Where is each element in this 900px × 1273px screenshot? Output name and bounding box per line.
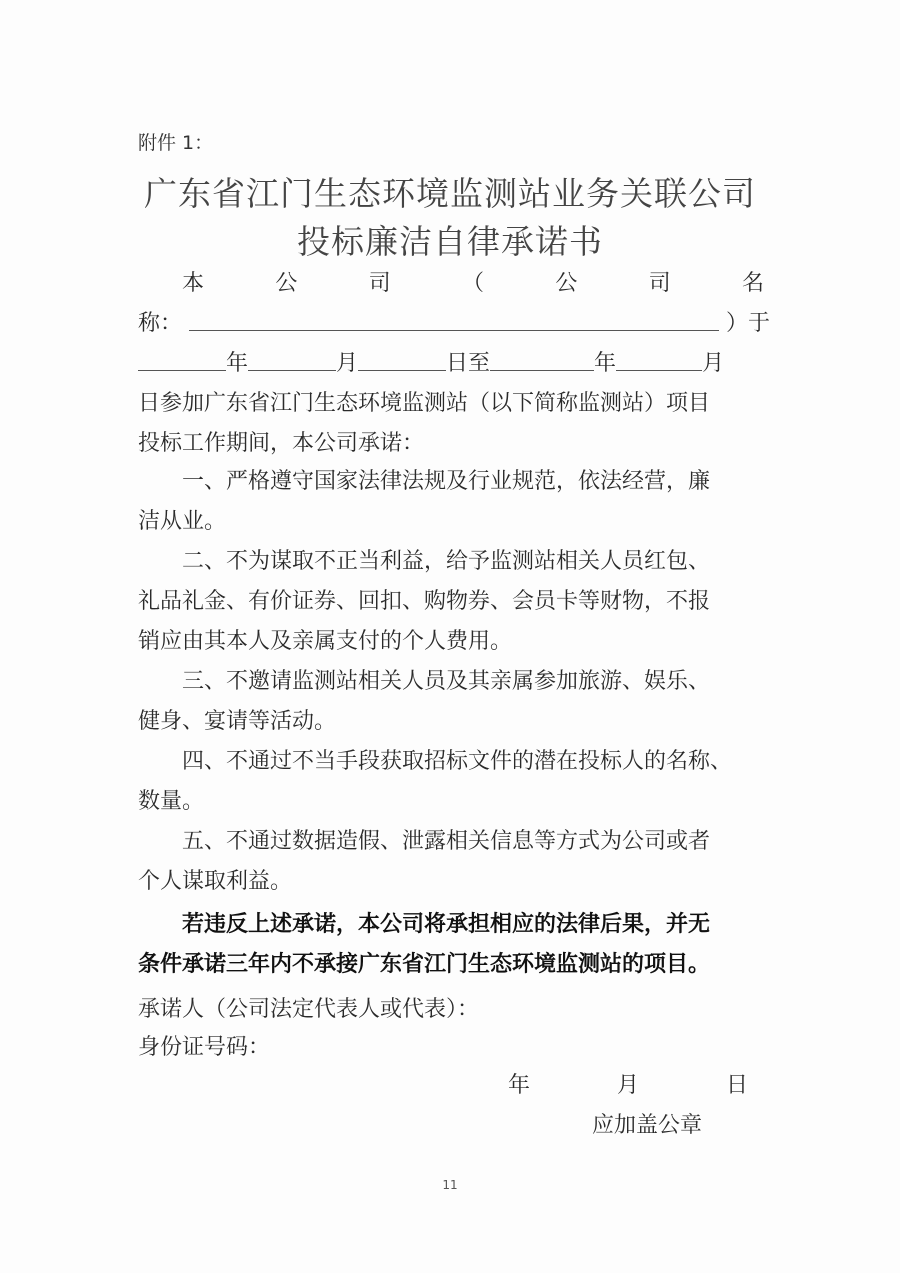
month-unit: 月 [336, 351, 359, 376]
clause-1-line-2: 洁从业。 [138, 509, 227, 534]
id-number-label: 身份证号码： [138, 1035, 271, 1060]
consequence-line-1: 若违反上述承诺，本公司将承担相应的法律后果，并无 [182, 911, 711, 937]
clause-4-line-1: 四、不通过不当手段获取招标文件的潜在投标人的名称、 [182, 749, 733, 774]
intro-char: 本 [182, 271, 205, 296]
intro-char: 公 [275, 271, 298, 296]
end-month-blank[interactable] [616, 344, 702, 371]
attachment-label: 附件 1： [138, 132, 214, 154]
company-name-blank[interactable] [189, 304, 719, 331]
clause-4-line-2: 数量。 [138, 789, 205, 814]
clause-3-line-2: 健身、宴请等活动。 [138, 709, 337, 734]
clause-2-line-1: 二、不为谋取不正当利益，给予监测站相关人员红包、 [182, 549, 711, 574]
intro-char: 司 [648, 271, 671, 296]
year-unit: 年 [594, 351, 617, 376]
signature-month: 月 [616, 1073, 639, 1098]
start-year-blank[interactable] [138, 344, 226, 371]
clause-2-line-2: 礼品礼金、有价证券、回扣、购物券、会员卡等财物，不报 [138, 589, 711, 614]
signature-day: 日 [725, 1073, 748, 1098]
day-to-unit: 日至 [446, 351, 491, 376]
intro-char: 公 [555, 271, 578, 296]
signature-date [508, 1068, 748, 1099]
clause-2-line-3: 销应由其本人及亲属支付的个人费用。 [138, 629, 513, 654]
document-title-line2: 投标廉洁自律承诺书 [297, 222, 603, 261]
date-range-line [138, 344, 764, 384]
page-number: 11 [442, 1178, 458, 1192]
consequence-line-2: 条件承诺三年内不承接广东省江门生态环境监测站的项目。 [138, 951, 711, 977]
year-unit: 年 [226, 351, 249, 376]
intro-line-4: 日参加广东省江门生态环境监测站（以下简称监测站）项目 [138, 391, 711, 416]
company-name-label: 称： [138, 311, 183, 336]
clause-1-line-1: 一、严格遵守国家法律法规及行业规范，依法经营，廉 [182, 469, 711, 494]
company-name-close: ）于 [726, 311, 771, 336]
clause-3-line-1: 三、不邀请监测站相关人员及其亲属参加旅游、娱乐、 [182, 669, 711, 694]
intro-char: （ [461, 271, 484, 296]
end-year-blank[interactable] [490, 344, 594, 371]
promisor-label: 承诺人（公司法定代表人或代表）： [138, 997, 480, 1022]
intro-line-1 [138, 264, 764, 304]
document-title-line1: 广东省江门生态环境监测站业务关联公司 [144, 174, 756, 213]
month-unit: 月 [702, 351, 725, 376]
company-name-line [138, 304, 771, 344]
intro-char: 名 [741, 271, 764, 296]
clause-5-line-1: 五、不通过数据造假、泄露相关信息等方式为公司或者 [182, 829, 711, 854]
start-month-blank[interactable] [248, 344, 336, 371]
seal-note: 应加盖公章 [592, 1113, 703, 1138]
start-day-blank[interactable] [358, 344, 446, 371]
signature-year: 年 [508, 1073, 531, 1098]
intro-char: 司 [368, 271, 391, 296]
intro-line-5: 投标工作期间，本公司承诺： [138, 431, 425, 456]
clause-5-line-2: 个人谋取利益。 [138, 869, 293, 894]
